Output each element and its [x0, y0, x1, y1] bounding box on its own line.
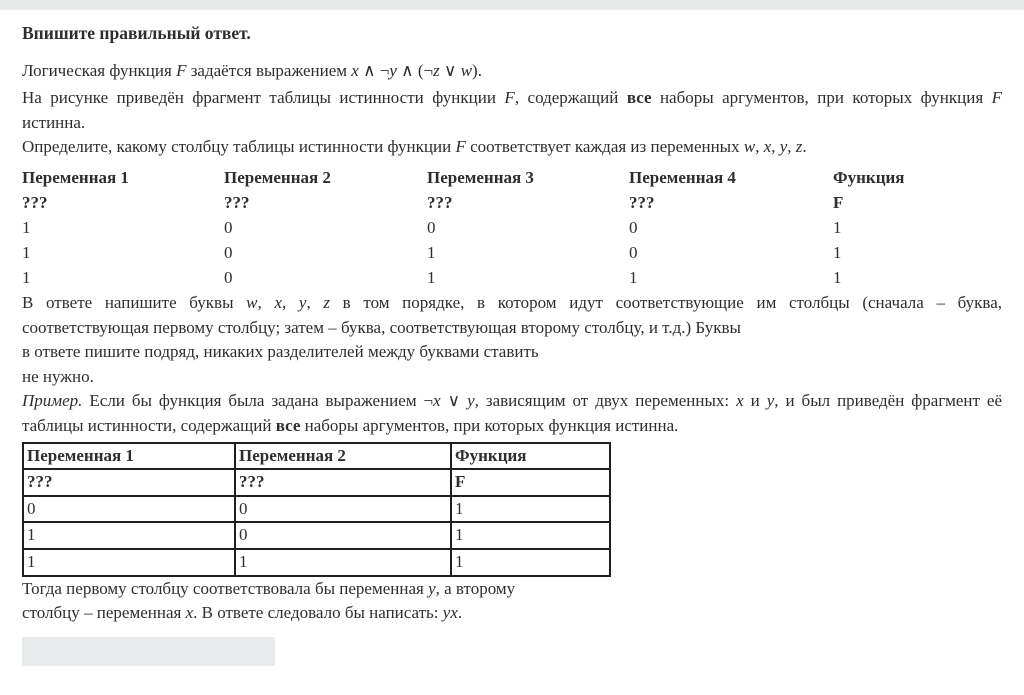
text-segment: ,: [281, 292, 299, 312]
text-segment: x: [274, 292, 282, 312]
top-divider-bar: [0, 0, 1024, 10]
table-cell: 0: [629, 218, 638, 238]
text-segment: Определите, какому столбцу таблицы истинности функции: [22, 137, 456, 157]
text-segment: y: [766, 391, 775, 411]
table-cell: F: [833, 193, 844, 213]
text-segment: ,: [787, 137, 796, 157]
table-cell: 1: [22, 268, 31, 288]
truth-table-example: [22, 442, 611, 577]
table-cell: ???: [427, 193, 453, 213]
text-segment: ∨: [439, 60, 461, 80]
text-segment: , и был приведён фрагмент её: [774, 391, 1002, 411]
text-segment: , зависящим от двух переменных:: [474, 391, 737, 411]
text-segment: x: [736, 391, 744, 411]
table-cell: 0: [23, 496, 235, 523]
text-segment: yx: [442, 603, 458, 623]
text-segment: все: [275, 415, 301, 435]
text-segment: ).: [472, 60, 482, 80]
text-segment: ,: [257, 292, 275, 312]
table-data-row: [23, 522, 610, 549]
table-cell: Функция: [833, 168, 905, 188]
table-cell: 1: [833, 268, 842, 288]
table-cell: 1: [451, 522, 610, 549]
text-segment: соответствует каждая из переменных: [465, 137, 744, 157]
table-cell: Переменная 4: [629, 168, 736, 188]
text-segment: y: [428, 578, 436, 598]
text-segment: F: [504, 88, 515, 108]
table-cell: ???: [22, 193, 48, 213]
table-cell: 1: [451, 496, 610, 523]
table-cell: 1: [22, 218, 31, 238]
text-segment: задаётся выражением: [186, 60, 352, 80]
text-segment: z: [323, 292, 330, 312]
answer-instructions-line2: соответствующая первому столбцу; затем – буква, соответствующая второму столбцу, и т.д.) Буквы: [22, 317, 741, 337]
table-cell: 0: [224, 268, 233, 288]
task-description-line1: [22, 86, 1002, 111]
text-segment: x: [433, 391, 441, 411]
table-cell: 1: [629, 268, 638, 288]
truth-table-main: [22, 166, 1002, 291]
text-segment: x: [351, 60, 359, 80]
table-header-row: [22, 166, 1002, 191]
table-cell: 1: [451, 549, 610, 576]
table-cell: Функция: [451, 443, 610, 470]
text-segment: В ответе напишите буквы: [22, 292, 247, 312]
answer-instructions-line3: в ответе пишите подряд, никаких разделителей между буквами ставить: [22, 342, 539, 362]
text-segment: таблицы истинности, содержащий: [22, 415, 276, 435]
table-cell: 0: [224, 243, 233, 263]
text-segment: x: [185, 603, 194, 623]
table-data-row: [23, 496, 610, 523]
text-segment: и: [743, 391, 767, 411]
answer-input[interactable]: [22, 637, 275, 666]
table-cell: 1: [23, 549, 235, 576]
text-segment: наборы аргументов, при которых функция: [651, 88, 992, 108]
table-cell: 0: [629, 243, 638, 263]
answer-instructions-line1: [22, 291, 1002, 316]
table-cell: Переменная 2: [235, 443, 451, 470]
table-cell: 0: [427, 218, 436, 238]
table-data-row: [23, 549, 610, 576]
table-placeholder-row: [22, 191, 1002, 216]
text-segment: y: [389, 60, 397, 80]
table-data-row: [22, 241, 1002, 266]
example-text-line2: [22, 414, 1002, 439]
question-content: [0, 10, 1024, 666]
table-cell: 0: [235, 522, 451, 549]
example-conclusion-line1: [22, 577, 1002, 602]
text-segment: z: [433, 60, 440, 80]
text-segment: На рисунке приведён фрагмент таблицы истинности функции: [22, 88, 505, 108]
table-cell: 1: [833, 218, 842, 238]
text-segment: Пример.: [22, 391, 83, 411]
table-cell: 1: [22, 243, 31, 263]
text-segment: , содержащий: [514, 88, 627, 108]
text-segment: y: [298, 292, 307, 312]
text-segment: ∧ (¬: [396, 60, 434, 80]
question-prompt: Впишите правильный ответ.: [22, 23, 251, 43]
text-segment: F: [176, 60, 187, 80]
text-segment: ,: [771, 137, 780, 157]
table-cell: 1: [23, 522, 235, 549]
table-cell: ???: [235, 469, 451, 496]
text-segment: .: [802, 137, 807, 157]
text-segment: наборы аргументов, при которых функция истинна.: [300, 415, 679, 435]
table-placeholder-row: [23, 469, 610, 496]
table-cell: 1: [833, 243, 842, 263]
text-segment: F: [455, 137, 466, 157]
text-segment: в том порядке, в котором идут соответствующие им столбцы (сначала – буква,: [330, 292, 1002, 312]
table-cell: ???: [23, 469, 235, 496]
answer-instructions-line4: не нужно.: [22, 366, 94, 386]
text-segment: Если бы функция была задана выражением ¬: [82, 391, 434, 411]
table-cell: ???: [629, 193, 655, 213]
example-text-line1: [22, 389, 1002, 414]
table-cell: 1: [427, 243, 436, 263]
text-segment: w: [246, 292, 258, 312]
table-cell: 1: [235, 549, 451, 576]
text-segment: F: [991, 88, 1002, 108]
text-segment: y: [779, 137, 788, 157]
table-cell: ???: [224, 193, 250, 213]
text-segment: y: [467, 391, 475, 411]
table-data-row: [22, 266, 1002, 291]
table-cell: Переменная 2: [224, 168, 331, 188]
table-cell: Переменная 3: [427, 168, 534, 188]
task-question: [22, 135, 1002, 160]
text-segment: ,: [306, 292, 324, 312]
text-segment: . В ответе следовало бы написать:: [193, 603, 443, 623]
text-segment: Логическая функция: [22, 60, 177, 80]
task-description-line2: истинна.: [22, 112, 86, 132]
text-segment: ∨: [440, 391, 468, 411]
function-definition: [22, 59, 1002, 84]
table-cell: 0: [235, 496, 451, 523]
text-segment: w: [743, 137, 756, 157]
example-conclusion-line2: [22, 601, 1002, 626]
text-segment: Тогда первому столбцу соответствовала бы переменная: [22, 578, 429, 598]
table-data-row: [22, 216, 1002, 241]
text-segment: x: [763, 137, 772, 157]
table-cell: 1: [427, 268, 436, 288]
text-segment: w: [460, 60, 473, 80]
text-segment: ∧ ¬: [358, 60, 390, 80]
text-segment: .: [457, 603, 463, 623]
text-segment: ,: [755, 137, 764, 157]
table-header-row: [23, 443, 610, 470]
table-cell: Переменная 1: [22, 168, 129, 188]
text-segment: столбцу – переменная: [22, 603, 186, 623]
table-cell: Переменная 1: [23, 443, 235, 470]
table-cell: F: [451, 469, 610, 496]
text-segment: все: [626, 88, 652, 108]
table-cell: 0: [224, 218, 233, 238]
text-segment: , а второму: [435, 578, 516, 598]
text-segment: z: [795, 137, 803, 157]
